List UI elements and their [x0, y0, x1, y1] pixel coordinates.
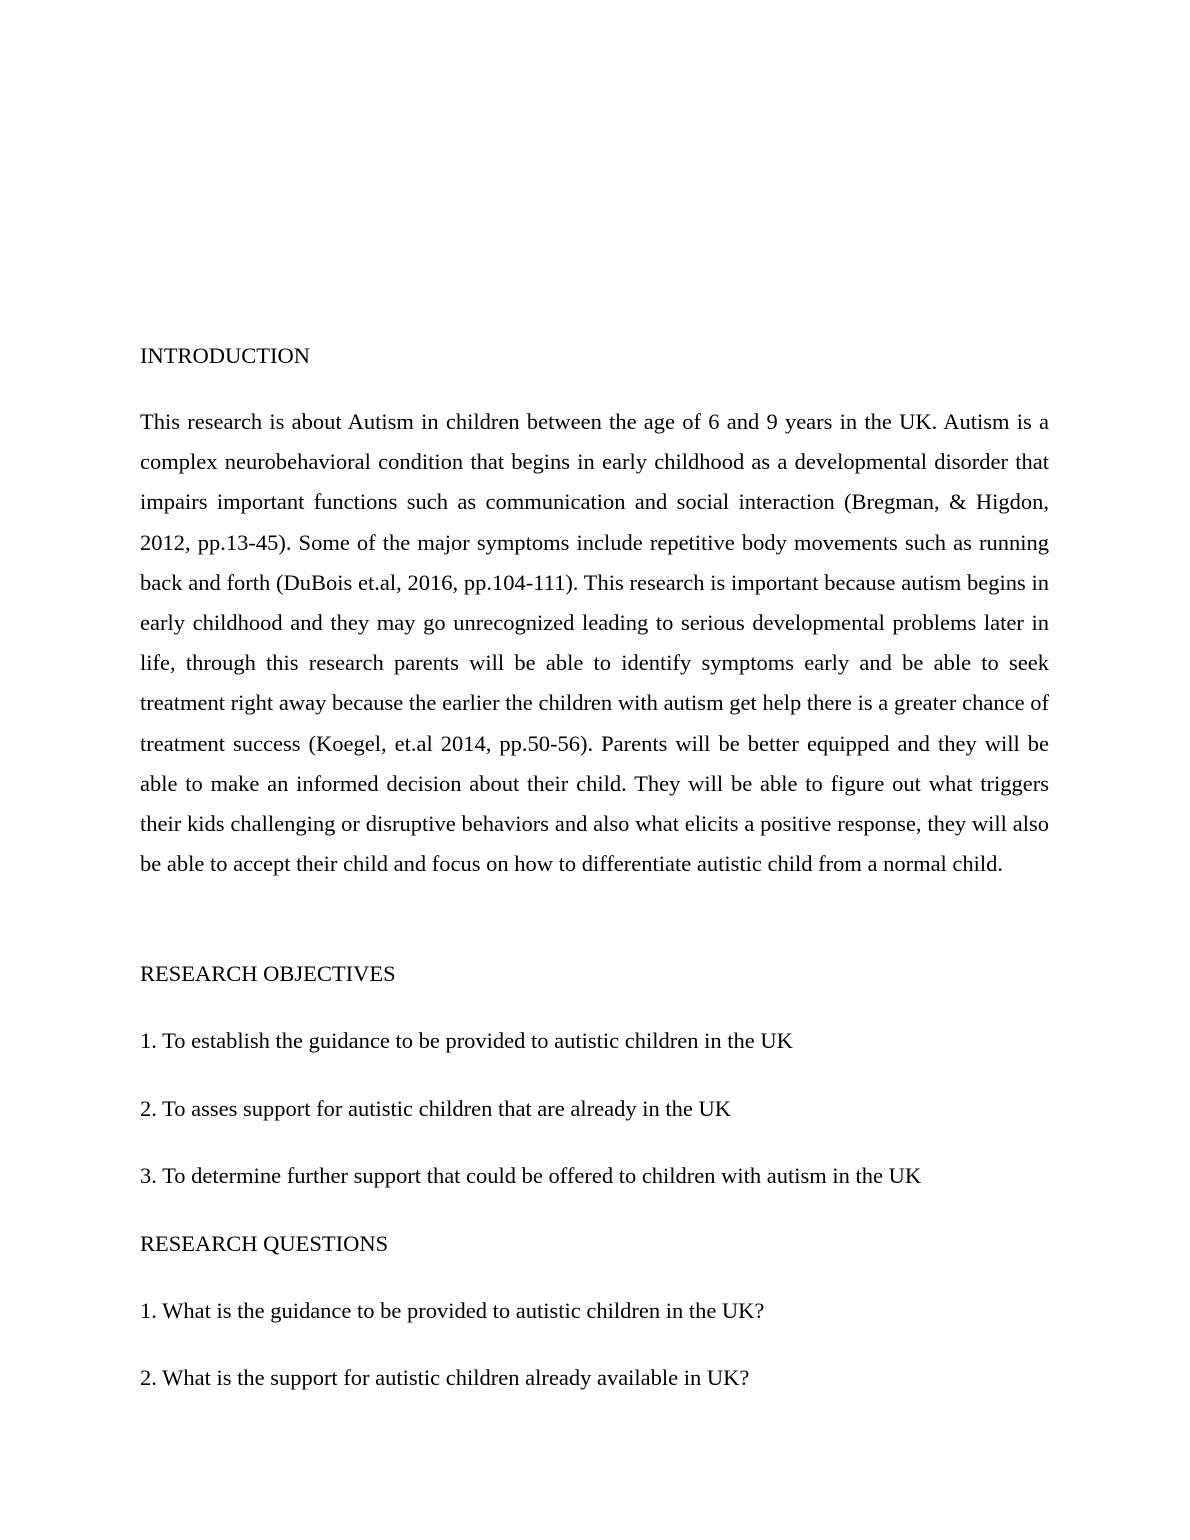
research-questions-heading: RESEARCH QUESTIONS	[140, 1231, 389, 1256]
introduction-paragraph: This research is about Autism in children between the age of 6 and 9 years in the UK. Autism is a complex neurobehavioral condition that begins in early childhood as a developmental disorder that impairs important functions such as communication and social interaction (Bregman, & Higdon, 2012, pp.13-45). Some of the major symptoms include repetitive body movements such as running back and forth (DuBois et.al, 2016, pp.104-111). This research is important because autism begins in early childhood and they may go unrecognized leading to serious developmental problems later in life, through this research parents will be able to identify symptoms early and be able to seek treatment right away because the earlier the children with autism get help there is a greater chance of treatment success (Koegel, et.al 2014, pp.50-56). Parents will be better equipped and they will be able to make an informed decision about their child. They will be able to figure out what triggers their kids challenging or disruptive behaviors and also what elicits a positive response, they will also be able to accept their child and focus on how to differentiate autistic child from a normal child.	[140, 409, 1049, 877]
document-page	[140, 0, 1049, 1540]
question-item: 2. What is the support for autistic children already available in UK?	[140, 1365, 750, 1390]
objective-item: 1. To establish the guidance to be provided to autistic children in the UK	[140, 1028, 793, 1053]
question-item: 1. What is the guidance to be provided to autistic children in the UK?	[140, 1298, 765, 1323]
introduction-heading: INTRODUCTION	[140, 343, 310, 368]
objective-item: 2. To asses support for autistic children that are already in the UK	[140, 1096, 731, 1121]
objective-item: 3. To determine further support that could be offered to children with autism in the UK	[140, 1163, 922, 1188]
research-objectives-heading: RESEARCH OBJECTIVES	[140, 961, 396, 986]
